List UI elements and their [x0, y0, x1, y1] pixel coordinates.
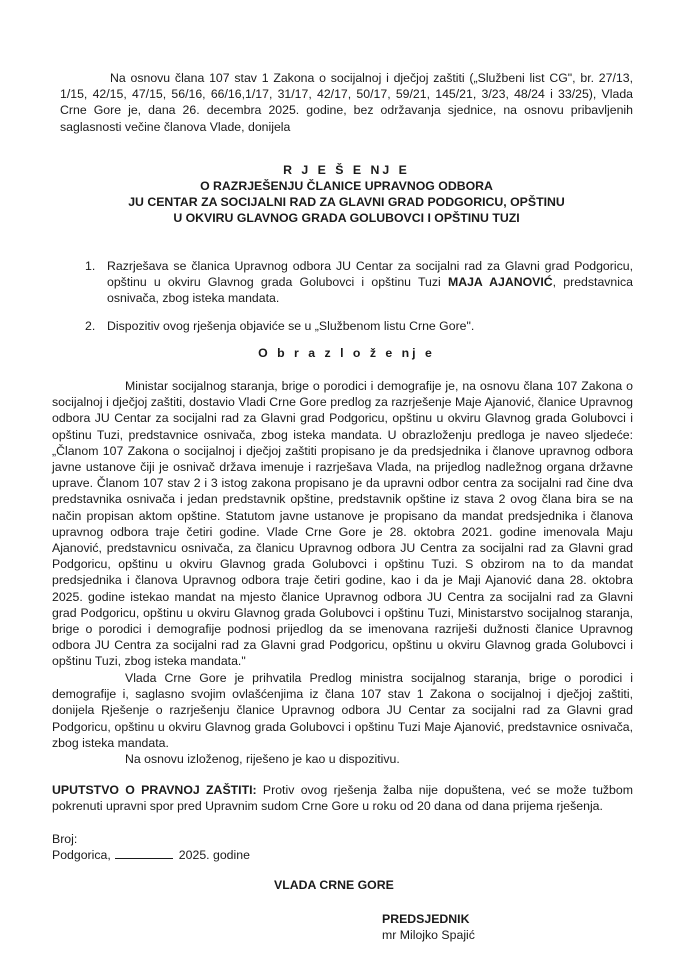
- issuer-name: VLADA CRNE GORE: [274, 878, 394, 892]
- obrazlozenje-heading: O b r a z l o ž e nj e: [258, 346, 435, 360]
- date-suffix: 2025. godine: [178, 848, 250, 862]
- document-subtitle-line-1: O RAZRJEŠENJU ČLANICE UPRAVNOG ODBORA: [200, 179, 493, 193]
- place-date-line: [52, 847, 250, 863]
- obrazlozenje-paragraph-1: Ministar socijalnog staranja, brige o porodici i demografije je, na osnovu člana 107 Zakona o socijalnoj i dječjoj zaštiti, dostavio Vladi Crne Gore predlog za razrješenje Maje Ajanović, članice Upravnog odbora JU Centar za socijalni rad za Glavni grad Podgoricu, opštinu u okviru Glavnog grada Golubovci i opštinu Tuzi, predstavnice osnivača, zbog isteka mandata. U obrazloženju predloga je naveo sljedeće: „Članom 107 Zakona o socijalnoj i dječjoj zaštiti propisano je da predsjednika i članove upravnog odbora javne ustanove čiji je osnivač država imenuje i razrješava Vlada, na prijedlog nadležnog organa državne uprave. Članom 107 stav 2 i 3 istog zakona propisano je da upravni odbor centra za socijalni rad čine dva predstavnika osnivača i jedan predstavnik opštine, predstavnik opštine iz stava 2 ovog člana bira se na način propisan aktom opštine. Statutom javne ustanove je propisano da mandat predsjednika i članova upravnog odbora traje četiri godine. Vlade Crne Gore je 28. oktobra 2021. godine imenovala Maju Ajanović, predstavnicu osnivača, za članicu Upravnog odbora JU Centra za socijalni rad za Glavni grad Podgoricu, opštinu u okviru Glavnog grada Golubovci i opštinu Tuzi. S obzirom na to da mandat predsjednika i članova Upravnog odbora traje četiri godine, kao i da je Maji Ajanović dana 28. oktobra 2025. godine istekao mandat na mjesto članice Upravnog odbora JU Centra za socijalni rad za Glavni grad Podgoricu, opštinu u okviru Glavnog grada Golubovci i opštinu Tuzi, Ministarstvo socijalnog staranja, brige o porodici i demografije podnosi prijedlog da se imenovana razriješi dužnosti članice Upravnog odbora JU Centra za socijalni rad za Glavni grad Podgoricu, opštinu u okviru Glavnog grada Golubovci i opštinu Tuzi, zbog isteka mandata.": [52, 379, 633, 669]
- item-text-after: , predstavnica osnivača, zbog isteka mandata.: [107, 275, 633, 306]
- document-subtitle-line-3: U OKVIRU GLAVNOG GRADA GOLUBOVCI I OPŠTINU TUZI: [173, 211, 520, 225]
- dispositive-item-2: [85, 318, 633, 334]
- item-number: 2.: [85, 319, 96, 333]
- intro-paragraph: Na osnovu člana 107 stav 1 Zakona o socijalnoj i dječjoj zaštiti („Službeni list CG", br. 27/13, 1/15, 42/15, 47/15, 56/16, 66/16,1/17, 31/17, 42/17, 50/17, 59/21, 145/21, 3/23, 48/24 i 33/25), Vlada Crne Gore je, dana 26. decembra 2025. godine, bez održavanja sjednice, na osnovu pribavljenih saglasnosti večine članova Vlade, donijela: [60, 71, 633, 134]
- obrazlozenje-paragraph-3: Na osnovu izloženog, riješeno je kao u dispozitivu.: [125, 752, 400, 766]
- item-text: Dispozitiv ovog rješenja objaviće se u „Službenom listu Crne Gore".: [107, 319, 475, 333]
- obrazlozenje-paragraph-2: Vlada Crne Gore je prihvatila Predlog ministra socijalnog staranja, brige o porodici i demografije i, saglasno svojim ovlašćenjima iz člana 107 stav 1 Zakona o socijalnoj i dječjoj zaštiti, donijela Rješenje o razrješenju članice Upravnog odbora JU Centar za socijalni rad za Glavni grad Podgoricu, opštinu u okviru Glavnog grada Golubovci i opštinu Tuzi Maje Ajanović, predstavnice osnivača, zbog isteka mandata.: [52, 671, 633, 750]
- legal-remedy-instruction: [52, 782, 633, 814]
- legal-remedy-label: UPUTSTVO O PRAVNOJ ZAŠTITI:: [52, 783, 257, 797]
- date-blank-line: [115, 847, 173, 859]
- legal-remedy-text: Protiv ovog rješenja žalba nije dopuštena, već se može tužbom pokrenuti upravni spor pred Upravnim sudom Crne Gore u roku od 20 dana od dana prijema rješenja.: [52, 783, 633, 814]
- person-name: MAJA AJANOVIĆ: [447, 275, 553, 290]
- place: Podgorica,: [52, 848, 111, 862]
- document-subtitle-line-2: JU CENTAR ZA SOCIJALNI RAD ZA GLAVNI GRAD PODGORICU, OPŠTINU: [128, 195, 565, 209]
- item-number: 1.: [85, 259, 96, 273]
- dispositive-item-1: [85, 258, 633, 307]
- document-title: R J E Š E NJ E: [283, 163, 410, 177]
- signatory-name: mr Milojko Spajić: [382, 928, 475, 942]
- reference-number-label: Broj:: [52, 832, 78, 846]
- item-text-before: Razrješava se članica Upravnog odbora JU Centar za socijalni rad za Glavni grad Podgoricu, opštinu u okviru Glavnog grada Golubovci i opštinu Tuzi: [107, 259, 633, 290]
- signatory-title: PREDSJEDNIK: [382, 912, 470, 926]
